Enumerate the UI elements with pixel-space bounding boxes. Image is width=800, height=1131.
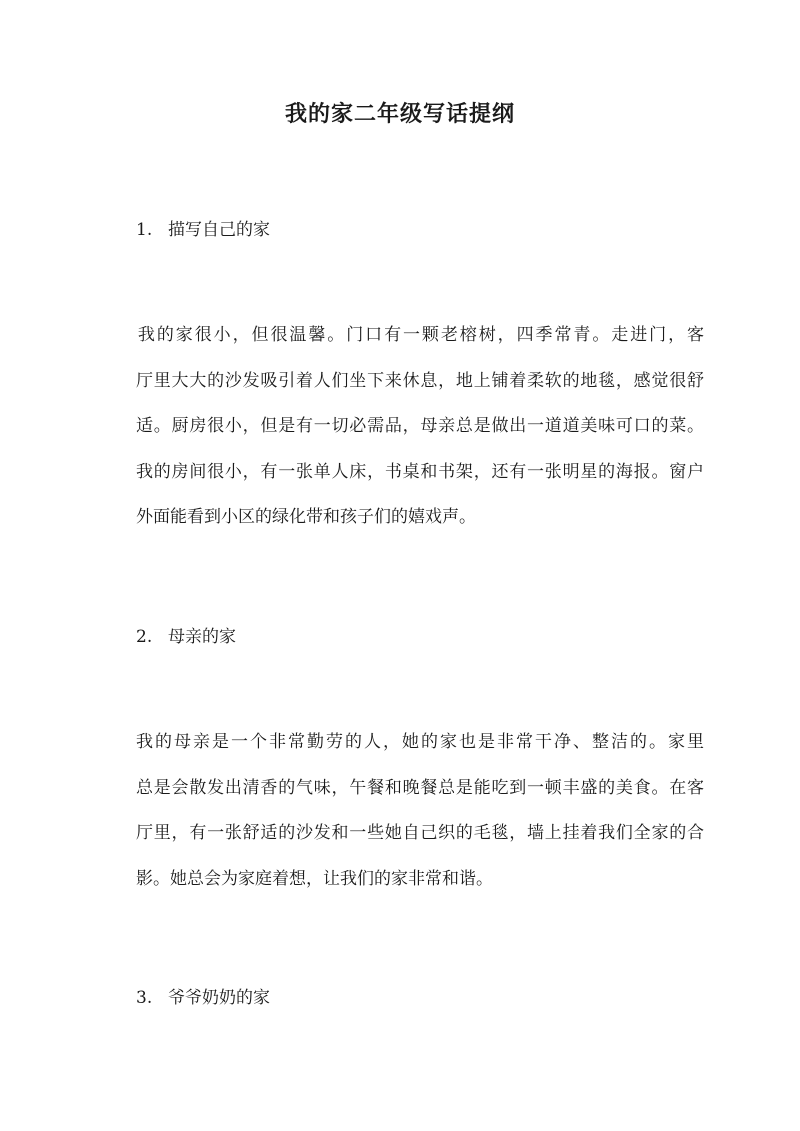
paragraph-line: 厅里，有一张舒适的沙发和一些她自己织的毛毯，墙上挂着我们全家的合 (136, 823, 704, 843)
section-heading-3 (136, 984, 270, 1012)
paragraph-line: 我的母亲是一个非常勤劳的人，她的家也是非常干净、整洁的。家里 (136, 732, 704, 752)
section-number: 3. (136, 988, 153, 1008)
section-paragraph-2 (136, 720, 704, 902)
section-heading-1 (136, 216, 270, 244)
paragraph-line: 厅里大大的沙发吸引着人们坐下来休息，地上铺着柔软的地毯，感觉很舒 (136, 370, 704, 391)
paragraph-line: 影。她总会为家庭着想，让我们的家非常和谐。 (136, 868, 493, 889)
section-number: 2. (136, 627, 153, 647)
paragraph-line: 我的房间很小，有一张单人床，书桌和书架，还有一张明星的海报。窗户 (136, 461, 704, 482)
paragraph-line: 外面能看到小区的绿化带和孩子们的嬉戏声。 (136, 507, 476, 527)
paragraph-line: 总是会散发出清香的气味，午餐和晚餐总是能吃到一顿丰盛的美食。在客 (136, 777, 704, 798)
section-heading-text: 爷爷奶奶的家 (168, 988, 270, 1008)
section-paragraph-1 (136, 313, 704, 541)
paragraph-line: 适。厨房很小，但是有一切必需品，母亲总是做出一道道美味可口的菜。 (136, 416, 704, 436)
document-title: 我的家二年级写话提纲 (284, 101, 515, 127)
section-heading-text: 母亲的家 (168, 627, 236, 647)
section-heading-2 (136, 623, 236, 651)
paragraph-line: 我的家很小，但很温馨。门口有一颗老榕树，四季常青。走进门，客 (136, 325, 704, 345)
section-number: 1. (136, 220, 153, 240)
section-heading-text: 描写自己的家 (168, 220, 270, 240)
